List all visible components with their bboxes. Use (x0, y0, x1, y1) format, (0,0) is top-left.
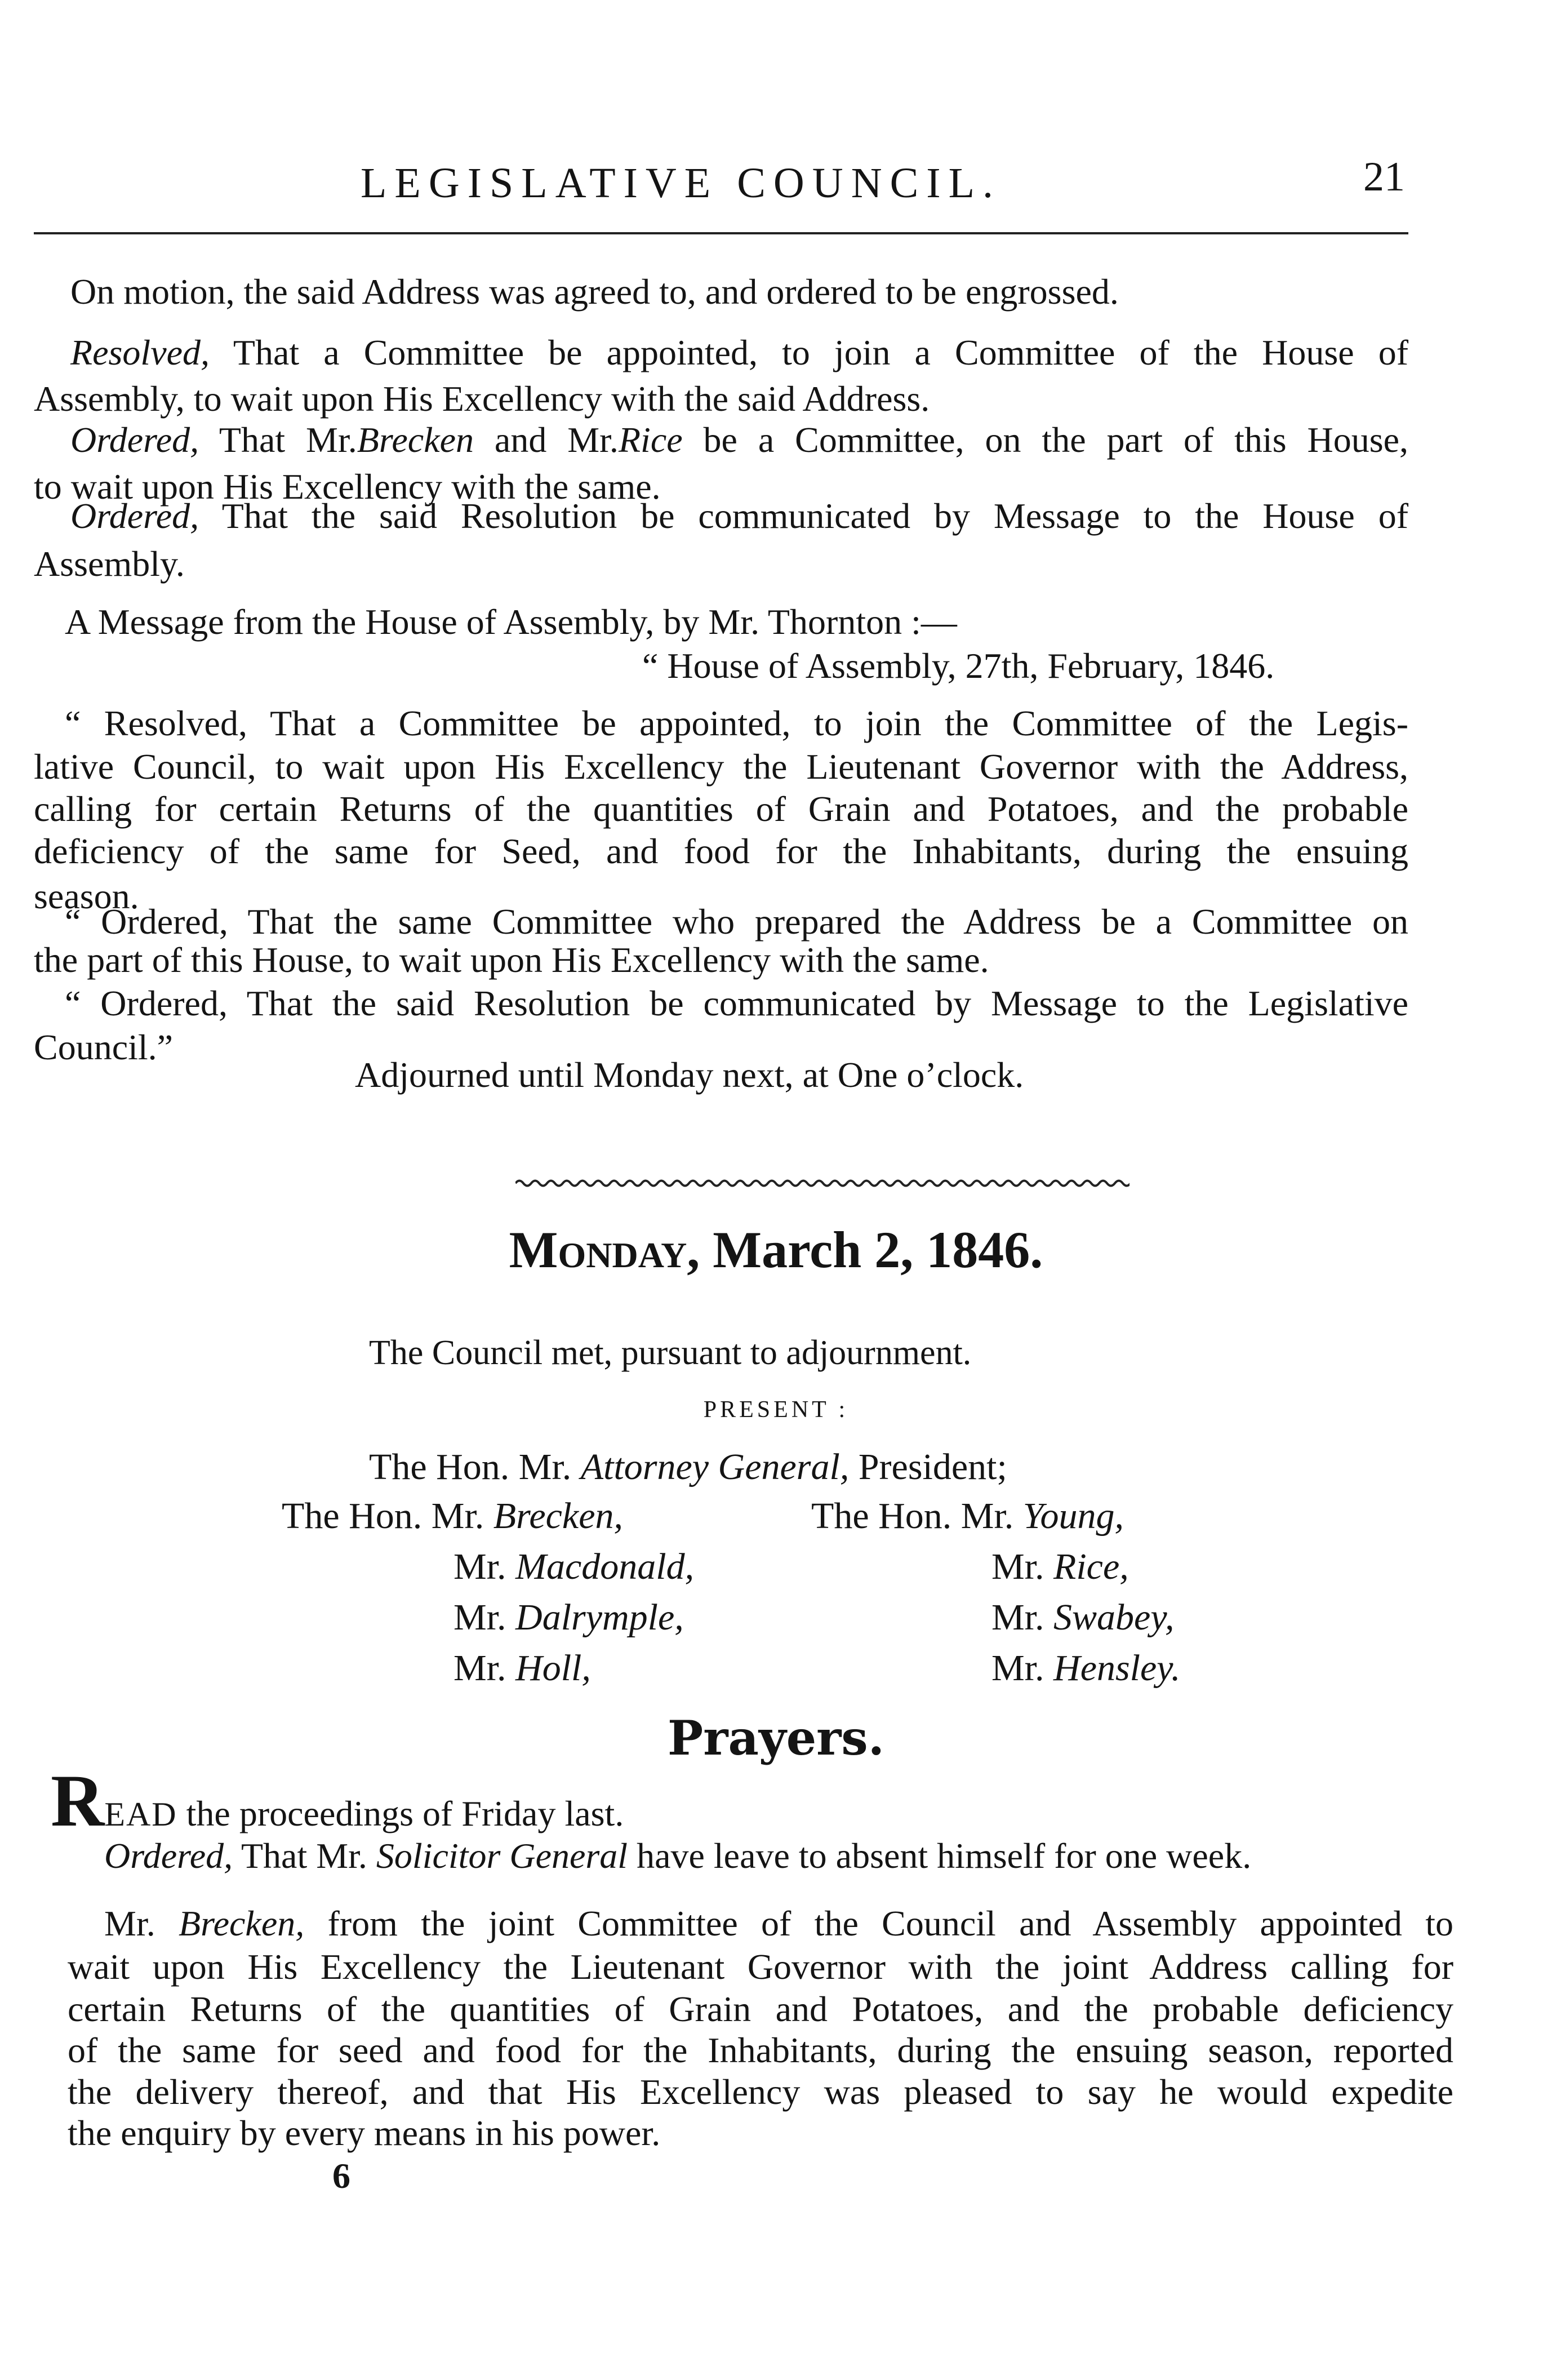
message-dateline: “ House of Assembly, 27th, February, 1846. (642, 646, 1275, 686)
drop-initial: R (51, 1759, 105, 1842)
message-intro: A Message from the House of Assembly, by Mr. Thornton :— (65, 602, 957, 642)
present-label: PRESENT : (703, 1397, 849, 1423)
ordered-message-line-2: Assembly. (34, 544, 185, 584)
page-number: 21 (1363, 154, 1405, 200)
report-line-3: certain Returns of the quantities of Grain and Potatoes, and the probable deficiency (68, 1989, 1453, 2029)
ordered-committee-line-2: to wait upon His Excellency with the same. (34, 467, 661, 507)
header-rule (34, 232, 1408, 234)
member-right-2: Mr. Rice, (991, 1546, 1129, 1587)
running-title: LEGISLATIVE COUNCIL. (361, 159, 1002, 207)
prayers-heading: Prayers. (668, 1710, 884, 1766)
ordered-leave-line: Ordered, That Mr. Solicitor General have leave to absent himself for one week. (104, 1836, 1252, 1876)
read-proceedings-line: READ the proceedings of Friday last. (51, 1759, 624, 1842)
report-line-5: the delivery thereof, and that His Excellency was pleased to say he would expedite (68, 2072, 1453, 2112)
report-line-6: the enquiry by every means in his power. (68, 2113, 661, 2153)
resolved-line-2: Assembly, to wait upon His Excellency with the said Address. (34, 379, 930, 419)
council-met-line: The Council met, pursuant to adjournment. (369, 1334, 972, 1372)
message-resolved-line-1: “ Resolved, That a Committee be appointed, to join the Committee of the Legis- (65, 703, 1408, 743)
ornamental-divider (515, 1179, 1129, 1188)
member-left-2: Mr. Macdonald, (453, 1546, 695, 1587)
member-left-4: Mr. Holl, (453, 1648, 591, 1689)
message-ordered2-line-1: “ Ordered, That the said Resolution be communicated by Message to the Legislative (65, 983, 1408, 1023)
report-line-2: wait upon His Excellency the Lieutenant Governor with the joint Address calling for (68, 1947, 1453, 1987)
message-resolved-line-2: lative Council, to wait upon His Excellency the Lieutenant Governor with the Address, (34, 747, 1408, 787)
motion-paragraph: On motion, the said Address was agreed to, and ordered to be engrossed. (70, 272, 1119, 312)
ordered-committee-line-1: Ordered, That Mr.Brecken and Mr.Rice be a Committee, on the part of this House, (70, 420, 1409, 460)
message-resolved-line-3: calling for certain Returns of the quantities of Grain and Potatoes, and the probable (34, 789, 1408, 829)
message-ordered2-line-2: Council.” (34, 1027, 174, 1067)
member-right-3: Mr. Swabey, (991, 1597, 1175, 1638)
member-president: The Hon. Mr. Attorney General, President; (369, 1446, 1007, 1488)
page-header (0, 154, 1552, 210)
resolved-line-1: Resolved, That a Committee be appointed, to join a Committee of the House of (70, 332, 1409, 372)
message-resolved-line-5: season. (34, 876, 139, 916)
message-resolved-line-4: deficiency of the same for Seed, and food for the Inhabitants, during the ensuing (34, 831, 1408, 871)
member-left-1: The Hon. Mr. Brecken, (282, 1495, 624, 1537)
member-right-4: Mr. Hensley. (991, 1648, 1181, 1689)
report-line-4: of the same for seed and food for the Inhabitants, during the ensuing season, reported (68, 2030, 1453, 2070)
message-ordered1-line-2: the part of this House, to wait upon His Excellency with the same. (34, 940, 989, 980)
member-right-1: The Hon. Mr. Young, (811, 1495, 1124, 1537)
ordered-message-line-1: Ordered, That the said Resolution be communicated by Message to the House of (70, 496, 1409, 536)
report-line-1: Mr. Brecken, from the joint Committee of the Council and Assembly appointed to (104, 1903, 1454, 1943)
member-left-3: Mr. Dalrymple, (453, 1597, 684, 1638)
signature-mark: 6 (332, 2156, 350, 2196)
message-ordered1-line-1: “ Ordered, That the same Committee who prepared the Address be a Committee on (65, 902, 1408, 942)
sitting-date-heading: Monday, March 2, 1846. (509, 1221, 1043, 1278)
adjourned-line: Adjourned until Monday next, at One o’clock. (355, 1055, 1024, 1095)
